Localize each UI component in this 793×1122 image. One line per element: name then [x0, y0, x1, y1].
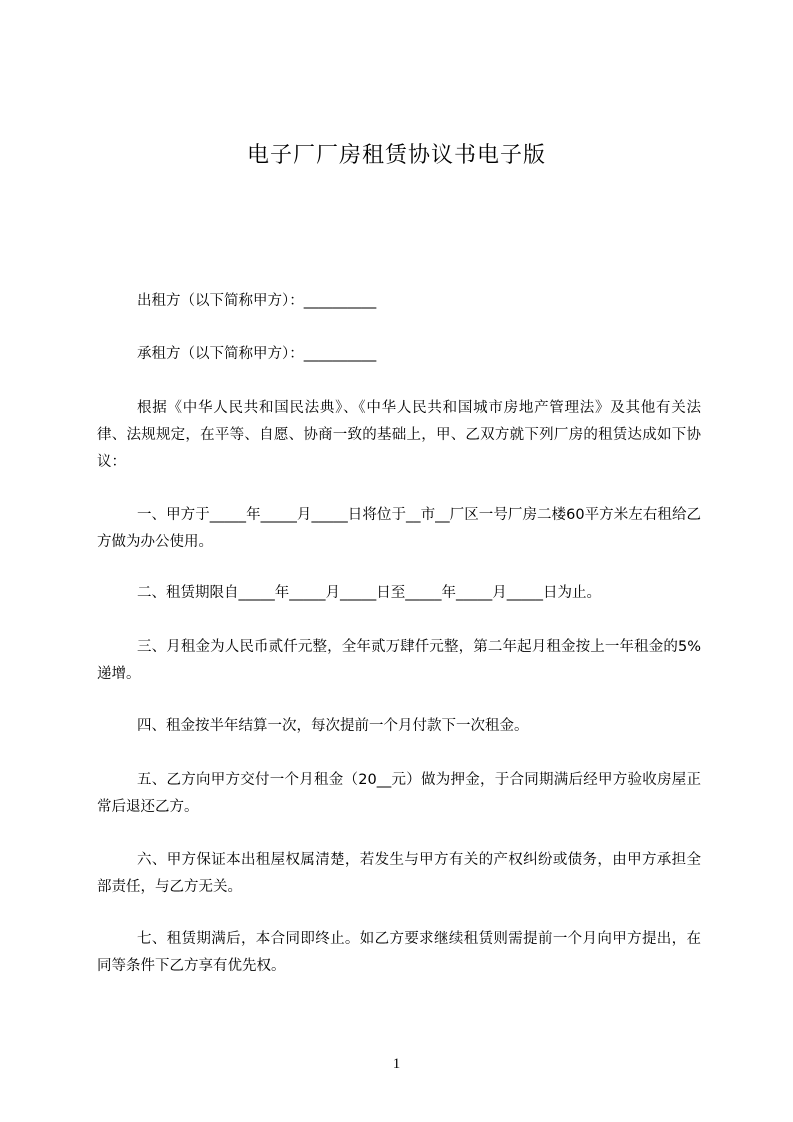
clause-6: 六、甲方保证本出租屋权属清楚，若发生与甲方有关的产权纠纷或债务，由甲方承担全部责任，与乙方无关。 [97, 852, 701, 895]
lessor-line: 出租方（以下简称甲方）：__________ [137, 293, 377, 309]
clause-7: 七、租赁期满后，本合同即终止。如乙方要求继续租赁则需提前一个月向甲方提出，在同等条件下乙方享有优先权。 [97, 931, 701, 974]
page-number: 1 [392, 1056, 401, 1072]
clause-2: 二、租赁期限自_____年_____月_____日至_____年_____月_____日为止。 [137, 585, 601, 601]
clause-3: 三、月租金为人民币贰仟元整，全年贰万肆仟元整，第二年起月租金按上一年租金的5%递增。 [97, 639, 701, 682]
clause-5: 五、乙方向甲方交付一个月租金（20__元）做为押金，于合同期满后经甲方验收房屋正常后退还乙方。 [97, 772, 701, 815]
preamble-paragraph: 根据《中华人民共和国民法典》、《中华人民共和国城市房地产管理法》及其他有关法律、法规规定，在平等、自愿、协商一致的基础上，甲、乙双方就下列厂房的租赁达成如下协议： [97, 400, 701, 470]
lessee-line: 承租方（以下简称甲方）：__________ [137, 346, 377, 362]
clause-1: 一、甲方于_____年_____月_____日将位于__市__厂区一号厂房二楼60平方米左右租给乙方做为办公使用。 [97, 507, 701, 550]
clause-4: 四、租金按半年结算一次，每次提前一个月付款下一次租金。 [137, 718, 529, 734]
document-title: 电子厂厂房租赁协议书电子版 [246, 143, 546, 168]
